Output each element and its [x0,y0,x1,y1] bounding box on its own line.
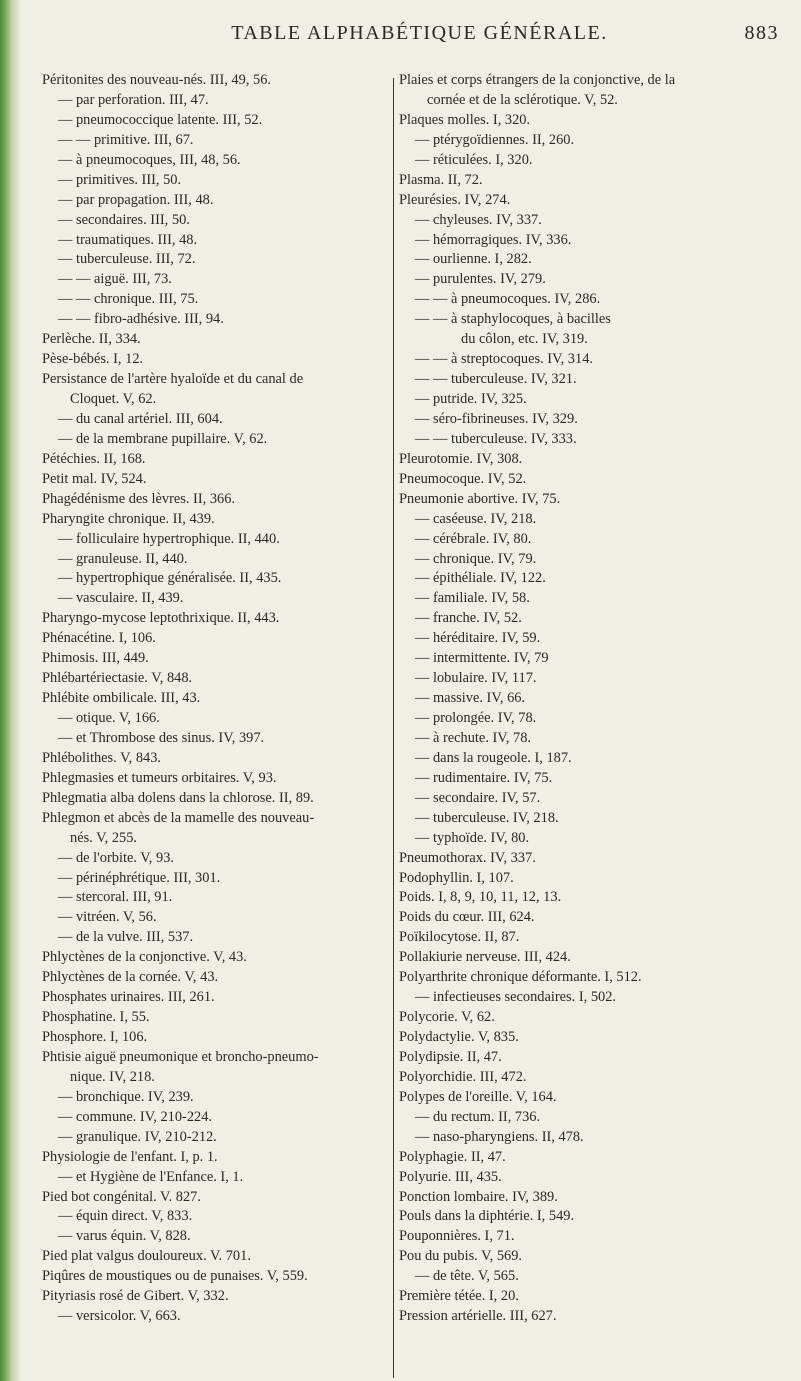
index-entry: — putride. IV, 325. [415,391,527,407]
index-entry: — — à streptocoques. IV, 314. [415,351,593,368]
index-entry: Piqûres de moustiques ou de punaises. V, 559. [42,1268,308,1285]
index-entry: Plaies et corps étrangers de la conjonctive, de la [399,72,676,88]
index-entry: Pied plat valgus douloureux. V. 701. [42,1248,251,1265]
index-entry: Polyarthrite chronique déformante. I, 512. [399,969,642,986]
index-entry: — intermittente. IV, 79 [415,650,549,667]
index-entry: — par propagation. III, 48. [58,191,214,208]
index-entry: Pharyngo-mycose leptothrixique. II, 443. [42,610,280,627]
index-entry: — varus équin. V, 828. [58,1228,191,1245]
index-entry: Poids du cœur. III, 624. [399,909,535,926]
index-entry: Polycorie. V, 62. [399,1009,495,1026]
index-entry: — vitréen. V, 56. [58,909,157,926]
index-entry: — tuberculeuse. IV, 218. [415,809,559,826]
index-entry: — familiale. IV, 58. [415,590,530,607]
index-entry: Persistance de l'artère hyaloïde et du canal de [42,371,304,388]
index-entry: Pèse-bébés. I, 12. [42,351,144,368]
index-entry: — ourlienne. I, 282. [415,251,532,268]
index-entry: Poids. I, 8, 9, 10, 11, 12, 13. [399,889,562,906]
index-entry: Pétéchies. II, 168. [42,450,146,467]
index-entry: Pleurotomie. IV, 308. [399,450,523,467]
index-entry: — prolongée. IV, 78. [415,710,537,726]
index-entry: Pollakiurie nerveuse. III, 424. [399,949,571,966]
index-entry: Phosphates urinaires. III, 261. [42,989,215,1006]
index-entry: — chronique. IV, 79. [415,550,537,567]
index-entry: — séro-fibrineuses. IV, 329. [415,410,578,427]
index-entry: — de l'orbite. V, 93. [58,849,174,866]
index-entry: — naso-pharyngiens. II, 478. [415,1128,584,1145]
index-entry: Pouponnières. I, 71. [399,1228,515,1245]
index-entry: — pneumococcique latente. III, 52. [58,111,263,128]
index-entry: Pression artérielle. III, 627. [399,1308,557,1325]
index-entry: — cérébrale. IV, 80. [415,530,532,547]
index-entry: Phlegmatia alba dolens dans la chlorose. II, 89. [42,789,314,806]
index-entry: — — fibro-adhésive. III, 94. [58,311,224,328]
index-entry: — hypertrophique généralisée. II, 435. [58,570,282,587]
index-entry: — — chronique. III, 75. [58,291,199,308]
index-entry: — franche. IV, 52. [415,610,522,627]
index-entry: — et Hygiène de l'Enfance. I, 1. [58,1168,244,1185]
index-entry: Phlébolithes. V, 843. [42,749,162,766]
index-entry: Première tétée. I, 20. [399,1288,519,1305]
index-column-left [42,71,387,1327]
index-entry: — périnéphrétique. III, 301. [58,869,221,886]
index-entry: Phosphore. I, 106. [42,1029,148,1045]
index-entry: Petit mal. IV, 524. [42,470,147,487]
index-entry: — à rechute. IV, 78. [415,729,532,746]
index-entry: — à pneumocoques, III, 48, 56. [58,151,241,168]
index-entry: — infectieuses secondaires. I, 502. [415,989,617,1006]
index-entry: — tuberculeuse. III, 72. [58,251,196,268]
index-entry: — — à pneumocoques. IV, 286. [415,291,601,308]
index-entry: nés. V, 255. [70,829,138,846]
page-number: 883 [744,22,779,44]
index-entry: Plaques molles. I, 320. [399,111,531,128]
index-entry: nique. IV, 218. [70,1068,155,1085]
index-entry: — versicolor. V, 663. [58,1308,181,1325]
index-entry: — du canal artériel. III, 604. [58,410,223,427]
index-entry: — du rectum. II, 736. [415,1108,541,1125]
index-entry: — folliculaire hypertrophique. II, 440. [58,530,280,547]
book-binding-edge [0,0,20,1381]
index-entry: — commune. IV, 210-224. [58,1108,213,1125]
index-entry: Pleurésies. IV, 274. [399,191,511,208]
index-entry: — otique. V, 166. [58,710,160,726]
index-entry: — caséeuse. IV, 218. [415,510,537,527]
index-entry: Phlegmon et abcès de la mamelle des nouveau- [42,809,315,826]
index-entry: Phlébartériectasie. V, 848. [42,670,193,687]
index-entry: Polyurie. III, 435. [399,1168,502,1185]
index-entry: — de tête. V, 565. [415,1268,519,1285]
index-entry: Polydactylie. V, 835. [399,1029,519,1045]
index-entry: — rudimentaire. IV, 75. [415,769,553,786]
index-entry: Pneumothorax. IV, 337. [399,849,536,866]
index-entry: Phénacétine. I, 106. [42,630,156,647]
index-entry: — de la vulve. III, 537. [58,929,194,946]
index-entry: Phtisie aiguë pneumonique et broncho-pneumo- [42,1048,319,1065]
index-entry: — lobulaire. IV, 117. [415,670,537,687]
index-entry: Cloquet. V, 62. [70,391,157,407]
index-entry: — par perforation. III, 47. [58,91,209,108]
index-entry: Phlyctènes de la conjonctive. V, 43. [42,949,247,966]
index-entry: Poïkilocytose. II, 87. [399,929,520,946]
index-entry: Podophyllin. I, 107. [399,869,514,886]
index-entry: Polydipsie. II, 47. [399,1048,502,1065]
index-entry: — — tuberculeuse. IV, 321. [415,371,577,388]
index-entry: — ptérygoïdiennes. II, 260. [415,131,575,148]
index-entry: — secondaires. III, 50. [58,211,190,228]
page-title: TABLE ALPHABÉTIQUE GÉNÉRALE. [231,22,608,44]
index-entry: Phlébite ombilicale. III, 43. [42,690,201,707]
index-entry: Physiologie de l'enfant. I, p. 1. [42,1148,218,1165]
index-entry: — dans la rougeole. I, 187. [415,749,572,766]
index-entry: Polyphagie. II, 47. [399,1148,506,1165]
index-entry: — massive. IV, 66. [415,690,526,707]
index-entry: — hémorragiques. IV, 336. [415,231,572,248]
index-entry: Perlèche. II, 334. [42,331,141,348]
index-entry: — et Thrombose des sinus. IV, 397. [58,729,265,746]
index-entry: — bronchique. IV, 239. [58,1088,194,1105]
index-entry: — héréditaire. IV, 59. [415,630,541,647]
index-entry: — typhoïde. IV, 80. [415,829,530,846]
index-entry: — — tuberculeuse. IV, 333. [415,430,577,447]
index-entry: Phlyctènes de la cornée. V, 43. [42,969,219,986]
index-column-right [399,71,789,1327]
column-divider [393,78,394,1378]
index-entry: — secondaire. IV, 57. [415,789,541,806]
index-entry: Phagédénisme des lèvres. II, 366. [42,490,236,507]
index-entry: Phosphatine. I, 55. [42,1009,150,1026]
index-entry: — — à staphylocoques, à bacilles [415,311,611,328]
index-entry: — de la membrane pupillaire. V, 62. [58,430,268,447]
index-entry: Ponction lombaire. IV, 389. [399,1188,558,1205]
index-entry: Pityriasis rosé de Gibert. V, 332. [42,1288,229,1305]
index-entry: Pied bot congénital. V. 827. [42,1188,201,1205]
index-entry: Péritonites des nouveau-nés. III, 49, 56. [42,72,271,88]
index-entry: — chyleuses. IV, 337. [415,211,542,228]
index-entry: — granuleuse. II, 440. [58,550,188,567]
index-entry: — stercoral. III, 91. [58,889,173,906]
index-entry: — vasculaire. II, 439. [58,590,184,607]
index-entry: — primitives. III, 50. [58,171,182,188]
page-header [60,22,779,50]
index-entry: du côlon, etc. IV, 319. [461,331,588,348]
index-entry: Pou du pubis. V, 569. [399,1248,523,1265]
index-entry: — réticulées. I, 320. [415,151,533,168]
index-entry: cornée et de la sclérotique. V, 52. [427,91,618,108]
index-entry: — — primitive. III, 67. [58,131,194,148]
index-entry: Phlegmasies et tumeurs orbitaires. V, 93. [42,769,277,786]
index-entry: — épithéliale. IV, 122. [415,570,546,587]
index-entry: — équin direct. V, 833. [58,1208,193,1225]
index-entry: Phimosis. III, 449. [42,650,149,667]
index-entry: Pharyngite chronique. II, 439. [42,510,215,527]
index-entry: Pneumocoque. IV, 52. [399,470,527,487]
index-entry: — traumatiques. III, 48. [58,231,198,248]
index-entry: — granulique. IV, 210-212. [58,1128,217,1145]
index-entry: — — aiguë. III, 73. [58,271,172,288]
index-entry: Plasma. II, 72. [399,171,483,188]
index-entry: — purulentes. IV, 279. [415,271,546,288]
index-entry: Polypes de l'oreille. V, 164. [399,1088,557,1105]
index-entry: Pneumonie abortive. IV, 75. [399,490,561,507]
index-entry: Pouls dans la diphtérie. I, 549. [399,1208,575,1225]
index-entry: Polyorchidie. III, 472. [399,1068,527,1085]
